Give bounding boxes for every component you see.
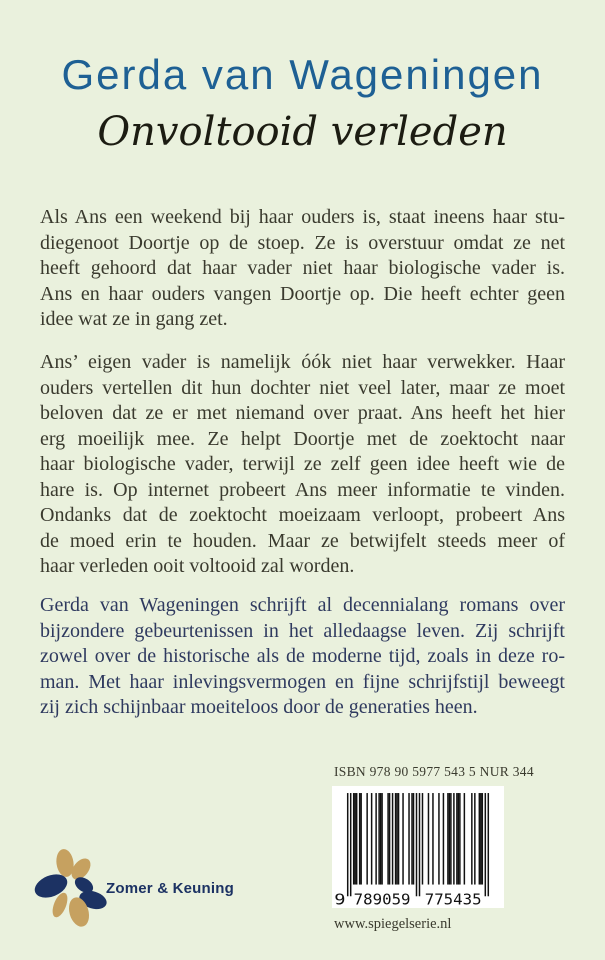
synopsis-line: ouders vertellen dit hun dochter niet veel later, maar ze moet <box>40 376 565 399</box>
synopsis-line: Ans en haar ouders vangen Doortje op. Die heeft echter geen <box>40 282 565 305</box>
synopsis-line: bijzondere gebeurtenissen in het alledaagse leven. Zij schrijft <box>40 619 565 642</box>
author-bio-paragraph <box>40 593 565 721</box>
synopsis-line: hare is. Op internet probeert Ans meer informatie te vinden. <box>40 478 565 501</box>
author-name: Gerda van Wageningen <box>61 51 544 98</box>
synopsis-line: de moed erin te houden. Maar ze betwijfelt steeds meer of <box>40 529 565 552</box>
synopsis-paragraph-1 <box>40 205 565 333</box>
barcode <box>332 786 504 908</box>
synopsis-line: diegenoot Doortje op de stoep. Ze is overstuur omdat ze net <box>40 231 565 254</box>
website-url: www.spiegelserie.nl <box>334 916 452 932</box>
synopsis-line: Gerda van Wageningen schrijft al decennialang romans over <box>40 594 565 616</box>
synopsis-line: Ans’ eigen vader is namelijk óók niet haar verwekker. Haar <box>40 351 565 373</box>
barcode-ean13-icon <box>332 786 504 908</box>
barcode-digits: 789059 <box>353 890 411 908</box>
book-title: Onvoltooid verleden <box>97 109 508 155</box>
synopsis-line: erg moeilijk mee. Ze helpt Doortje met de zoektocht naar <box>40 427 565 450</box>
synopsis-line: man. Met haar inlevingsvermogen en fijne schrijfstijl beweegt <box>40 670 565 693</box>
synopsis-line: zij zich schijnbaar moeiteloos door de generaties heen. <box>40 696 478 718</box>
barcode-digits: 775435 <box>424 890 482 908</box>
synopsis-line: Ondanks dat de zoektocht moeizaam verloopt, probeert Ans <box>40 504 565 526</box>
barcode-digits: 9 <box>334 890 346 908</box>
synopsis-line: beloven dat ze er met niemand over praat. Ans heeft het hier <box>40 402 565 424</box>
synopsis-line: Als Ans een weekend bij haar ouders is, staat ineens haar stu- <box>40 206 565 228</box>
synopsis-line: zowel over de historische als de moderne tijd, zoals in deze ro- <box>40 645 565 667</box>
synopsis-line: haar verleden ooit voltooid zal worden. <box>40 555 355 577</box>
publisher-flower-logo-icon <box>30 843 118 935</box>
synopsis-paragraph-2 <box>40 350 565 580</box>
synopsis-line: haar biologische vader, terwijl ze zelf geen idee heeft wie de <box>40 453 565 475</box>
publisher-name: Zomer & Keuning <box>106 880 235 897</box>
isbn-text: ISBN 978 90 5977 543 5 NUR 344 <box>334 764 534 779</box>
synopsis-line: idee wat ze in gang zet. <box>40 308 228 330</box>
synopsis-line: heeft gehoord dat haar vader niet haar biologische vader is. <box>40 257 565 279</box>
